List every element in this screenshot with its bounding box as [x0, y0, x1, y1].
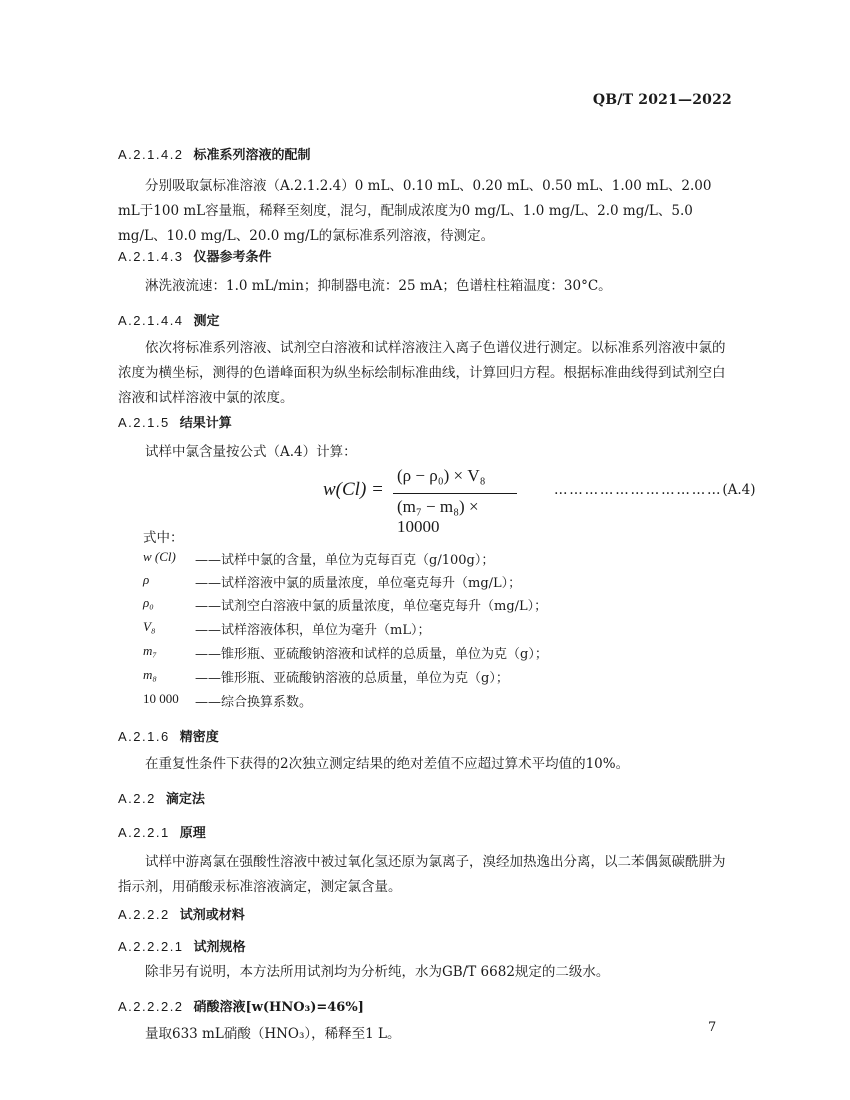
section-heading [118, 144, 311, 163]
section-number: A.2.2 [118, 791, 156, 806]
definition-text: ——试样溶液中氯的质量浓度，单位毫克每升（mg/L）； [195, 576, 522, 591]
page-number: 7 [708, 1020, 717, 1035]
definition-text: ——锥形瓶、亚硫酸钠溶液和试样的总质量，单位为克（g）； [195, 647, 548, 662]
definition-text: ——锥形瓶、亚硫酸钠溶液的总质量，单位为克（g）； [195, 671, 509, 686]
definition-text: ——试剂空白溶液中氯的质量浓度，单位毫克每升（mg/L）； [195, 599, 548, 614]
formula-denominator: (m₇ − m₈) × 10000 [397, 497, 479, 536]
section-heading [118, 788, 205, 807]
equation-number [554, 482, 755, 498]
equation-label: (A.4) [722, 482, 756, 498]
section-title: 滴定法 [165, 792, 205, 807]
fraction-bar [393, 493, 517, 494]
formula-intro: 试样中氯含量按公式（A.4）计算： [145, 444, 357, 460]
section-title: 试剂或材料 [179, 908, 245, 923]
definition-symbol: ρ [143, 572, 150, 587]
definition-symbol: V₈ [143, 619, 156, 634]
where-label: 式中： [143, 530, 184, 546]
standard-code: QB/T 2021—2022 [592, 92, 732, 108]
section-heading [118, 310, 220, 329]
section-number: A.2.2.1 [118, 825, 170, 840]
paragraph-instrument-conditions: 淋洗液流速：1.0 mL/min；抑制器电流：25 mA；色谱柱柱箱温度：30°C。 [145, 278, 612, 294]
definition-symbol: w (Cl) [143, 549, 176, 564]
section-number: A.2.1.4.4 [118, 313, 184, 328]
section-heading [118, 412, 232, 431]
formula-a4 [323, 466, 523, 536]
definition-symbol: ρ₀ [143, 595, 154, 610]
definition-symbol: 10 000 [143, 691, 179, 706]
section-number: A.2.1.5 [118, 415, 170, 430]
section-title: 精密度 [179, 730, 219, 745]
section-number: A.2.1.4.3 [118, 249, 184, 264]
paragraph-principle: 试样中游离氯在强酸性溶液中被过氧化氢还原为氯离子，溴经加热逸出分离，以二苯偶氮碳酰肼为指示剂，用硝酸汞标准溶液滴定，测定氯含量。 [118, 854, 726, 895]
definition-symbol: m₇ [143, 643, 157, 658]
section-heading [118, 822, 206, 841]
paragraph-reagent-spec: 除非另有说明，本方法所用试剂均为分析纯，水为GB/T 6682规定的二级水。 [145, 964, 610, 980]
section-title: 结果计算 [179, 416, 232, 431]
leader-dots: …………………………… [554, 482, 723, 498]
definition-text: ——试样中氯的含量，单位为克每百克（g/100g）； [195, 553, 495, 568]
section-number: A.2.2.2.1 [118, 939, 184, 954]
section-title: 试剂规格 [193, 940, 246, 955]
section-title: 硝酸溶液[w(HNO₃)=46%] [193, 1000, 364, 1015]
section-number: A.2.1.6 [118, 729, 170, 744]
section-heading [118, 246, 272, 265]
formula-lhs: w(Cl) = [323, 479, 384, 500]
section-number: A.2.2.2 [118, 907, 170, 922]
section-number: A.2.2.2.2 [118, 999, 184, 1014]
definition-text: ——试样溶液体积，单位为毫升（mL）； [195, 623, 431, 638]
section-title: 原理 [179, 826, 206, 841]
section-title: 仪器参考条件 [193, 250, 272, 265]
definition-text: ——综合换算系数。 [195, 695, 313, 710]
section-heading [118, 936, 246, 955]
formula-numerator: (ρ − ρ₀) × V₈ [397, 466, 486, 485]
section-heading [118, 996, 364, 1015]
section-title: 标准系列溶液的配制 [193, 148, 311, 163]
section-heading [118, 904, 245, 923]
section-number: A.2.1.4.2 [118, 147, 184, 162]
section-heading [118, 726, 219, 745]
paragraph-precision: 在重复性条件下获得的2次独立测定结果的绝对差值不应超过算术平均值的10%。 [145, 756, 630, 772]
paragraph-nitric-acid: 量取633 mL硝酸（HNO₃），稀释至1 L。 [145, 1026, 401, 1042]
definition-symbol: m₈ [143, 667, 157, 682]
paragraph-standard-series: 分别吸取氯标准溶液（A.2.1.2.4）0 mL、0.10 mL、0.20 mL、0.50 mL、1.00 mL、2.00 mL于100 mL容量瓶，稀释至刻度，混匀，配制成浓度为0 mg/L、1.0 mg/L、2.0 mg/L、5.0 mg/L、10.0 mg/L、20.0 mg/L的氯标准系列溶液，待测定。 [118, 178, 712, 244]
paragraph-determination: 依次将标准系列溶液、试剂空白溶液和试样溶液注入离子色谱仪进行测定。以标准系列溶液中氯的浓度为横坐标，测得的色谱峰面积为纵坐标绘制标准曲线，计算回归方程。根据标准曲线得到试剂空白溶液和试样溶液中氯的浓度。 [118, 340, 726, 406]
section-title: 测定 [193, 314, 220, 329]
